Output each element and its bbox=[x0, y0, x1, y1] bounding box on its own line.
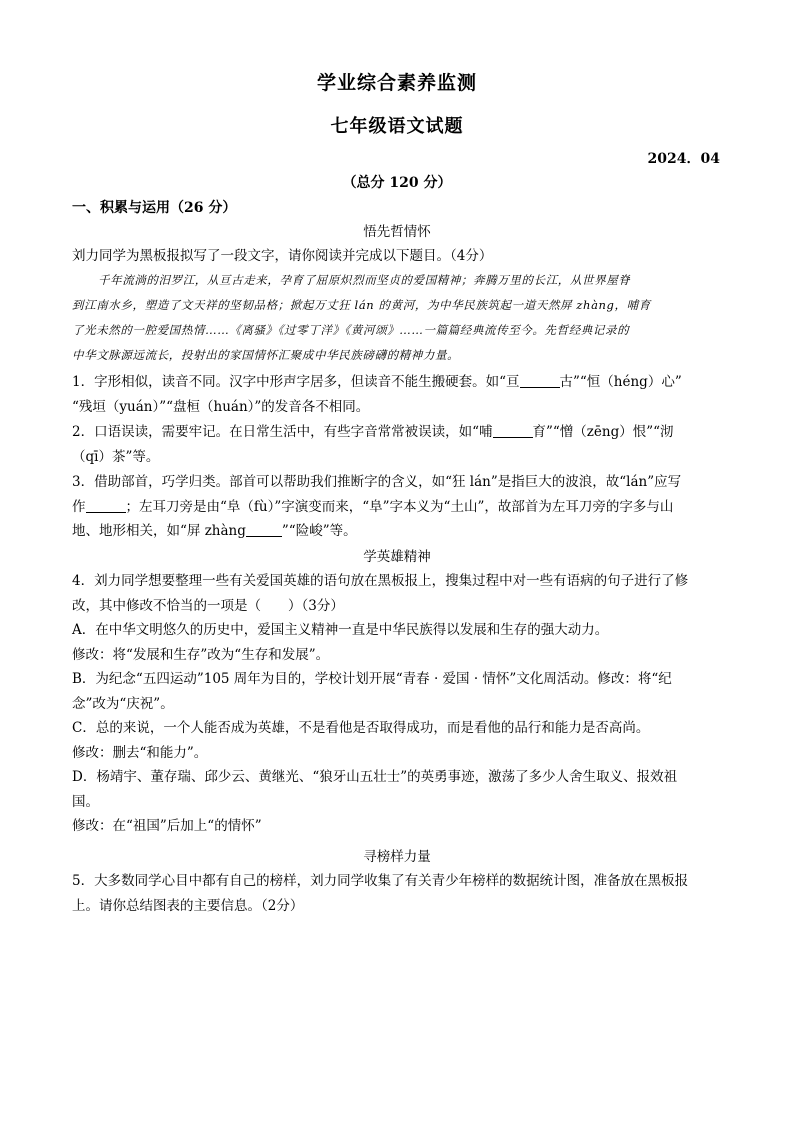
q3-text-e: ”“险峻”等。 bbox=[281, 523, 357, 539]
q3-text-c: ；左耳刀旁是由“阜（fù）”字演变而来，“阜”字本义为“土山”，故部首为左耳刀旁的字多与山 bbox=[125, 498, 674, 515]
q1-blank[interactable] bbox=[520, 373, 560, 388]
part-title-1: 悟先哲情怀 bbox=[363, 224, 431, 240]
q5-line-1: 5．大多数同学心目中都有自己的榜样，刘力同学收集了有关青少年榜样的数据统计图，准备放在黑板报 bbox=[72, 873, 689, 889]
q3-text-a: 3．借助部首，巧学归类。部首可以帮助我们推断字的含义，如“狂 lán”是指巨大的波浪，故“lán”应写 bbox=[72, 474, 682, 490]
exam-date: 2024．04 bbox=[647, 151, 720, 167]
part-title-3: 寻榜样力量 bbox=[363, 849, 431, 865]
q4-option-a: A．在中华文明悠久的历史中，爱国主义精神一直是中华民族得以发展和生存的强大动力。 bbox=[72, 622, 609, 638]
q4-option-a-fix: 修改：将“发展和生存”改为“生存和发展”。 bbox=[72, 646, 330, 663]
q4-option-d-1: D．杨靖宇、董存瑞、邱少云、黄继光、“狼牙山五壮士”的英勇事迹，激荡了多少人舍生取义、报效祖 bbox=[72, 769, 678, 785]
q3-text-b: 作 bbox=[72, 498, 86, 515]
q1-text-a: 1．字形相似，读音不同。汉字中形声字居多，但读音不能生搬硬套。如“亘 bbox=[72, 374, 520, 390]
q1-text-c: “残垣（yuán）”“盘桓（huán）”的发音各不相同。 bbox=[72, 398, 370, 415]
q2-blank[interactable] bbox=[493, 423, 533, 438]
question-3 bbox=[72, 470, 724, 544]
quote-line-1: 千年流淌的汨罗江，从亘古走来，孕育了屈原炽烈而坚贞的爱国精神；奔腾万里的长江，从世界屋脊 bbox=[98, 273, 631, 287]
question-4 bbox=[72, 569, 724, 839]
q4-option-c: C．总的来说，一个人能否成为英雄，不是看他是否取得成功，而是看他的品行和能力是否高尚。 bbox=[72, 720, 650, 736]
question-2 bbox=[72, 420, 724, 469]
quote-line-2: 到江南水乡，塑造了文天祥的坚韧品格；掀起万丈狂 lán 的黄河，为中华民族筑起一道天然屏 zhàng，哺育 bbox=[72, 298, 651, 312]
q2-text-c: （qī）茶”等。 bbox=[72, 448, 160, 465]
q3-blank-2[interactable] bbox=[246, 522, 282, 537]
total-score: （总分 120 分） bbox=[342, 175, 452, 191]
quote-line-3: 了光未然的一腔爱国热情……《离骚》《过零丁洋》《黄河颂》……一篇篇经典流传至今。先哲经典记录的 bbox=[72, 323, 630, 337]
q4-stem-1: 4．刘力同学想要整理一些有关爱国英雄的语句放在黑板报上，搜集过程中对一些有语病的句子进行了修 bbox=[72, 573, 689, 589]
q2-text-b: 育”“憎（zēng）恨”“沏 bbox=[532, 424, 674, 440]
q1-text-b: 古”“恒（héng）心” bbox=[559, 374, 682, 390]
q3-text-d: 地、地形相关，如“屏 zhàng bbox=[72, 523, 246, 539]
q2-text-a: 2．口语误读，需要牢记。在日常生活中，有些字音常常被误读，如“哺 bbox=[72, 424, 493, 440]
question-5 bbox=[72, 869, 724, 918]
q4-option-d-fix: 修改：在“祖国”后加上“的情怀” bbox=[72, 818, 262, 834]
q5-line-2: 上。请你总结图表的主要信息。（2分） bbox=[72, 897, 304, 914]
part-title-2: 学英雄精神 bbox=[363, 549, 431, 565]
q4-option-c-fix: 修改：删去“和能力”。 bbox=[72, 744, 208, 761]
section-heading: 一、积累与运用（26 分） bbox=[72, 200, 237, 216]
q4-option-b-1: B．为纪念“五四运动”105 周年为目的，学校计划开展“青春 · 爱国 · 情怀”文化周活动。修改：将“纪 bbox=[72, 671, 672, 687]
quote-line-4: 中华文脉源远流长，投射出的家国情怀汇聚成中华民族磅礴的精神力量。 bbox=[72, 348, 460, 362]
q4-stem-2: 改，其中修改不恰当的一项是（ ）（3分） bbox=[72, 597, 344, 614]
exam-subtitle: 七年级语文试题 bbox=[330, 116, 464, 137]
q4-option-d-2: 国。 bbox=[72, 793, 99, 810]
question-1 bbox=[72, 370, 724, 419]
q3-blank-1[interactable] bbox=[86, 498, 126, 513]
q4-option-b-2: 念”改为“庆祝”。 bbox=[72, 695, 174, 712]
exam-title: 学业综合素养监测 bbox=[316, 72, 477, 94]
intro-text: 刘力同学为黑板报拟写了一段文字，请你阅读并完成以下题目。（4分） bbox=[72, 248, 493, 264]
